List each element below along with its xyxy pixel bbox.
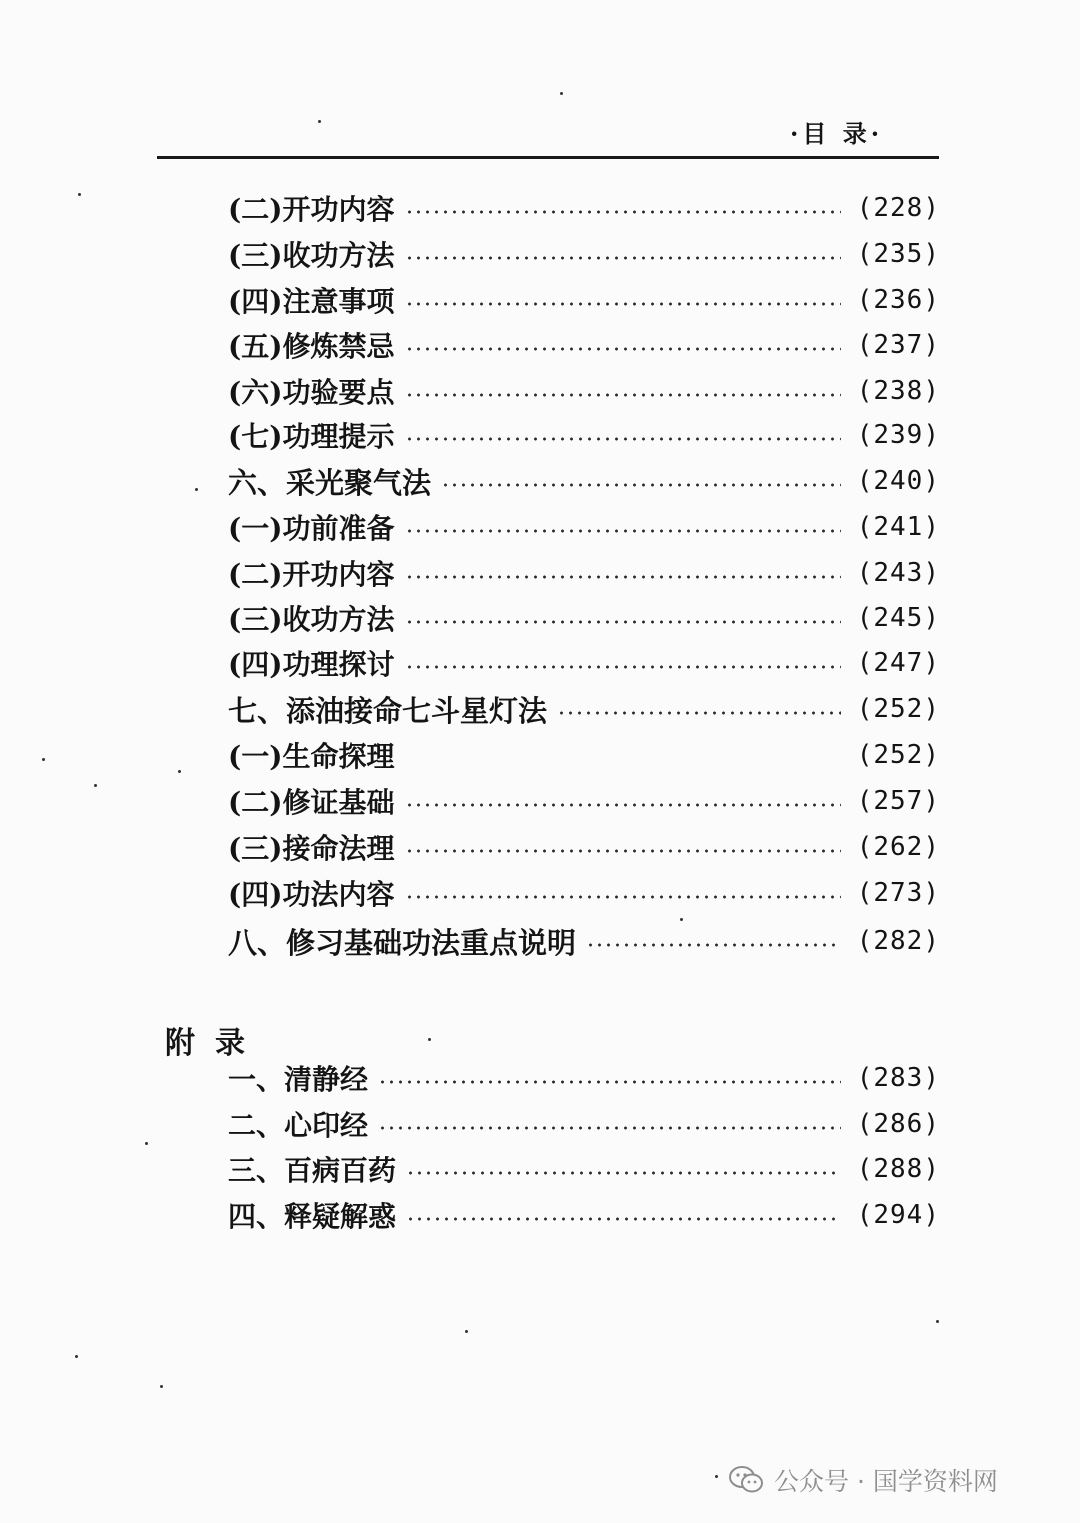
scan-speck	[145, 1142, 148, 1145]
toc-entry-title: (二)修证基础	[228, 786, 395, 819]
toc-entry-page: (257)	[856, 786, 940, 816]
toc-entry[interactable]	[228, 921, 940, 961]
dot-leader	[405, 347, 841, 351]
toc-entry-title: (二)开功内容	[228, 193, 395, 226]
toc-entry[interactable]	[228, 280, 940, 320]
toc-entry[interactable]	[228, 598, 940, 638]
toc-entry-title: (四)功理探讨	[228, 648, 395, 681]
appendix-entry-title: 四、释疑解惑	[228, 1200, 397, 1233]
toc-entry[interactable]	[228, 188, 940, 228]
dot-leader	[405, 210, 841, 214]
scan-speck	[680, 918, 683, 921]
appendix-entry-page: (283)	[856, 1063, 940, 1093]
toc-entry-page: (241)	[856, 512, 940, 542]
toc-entry[interactable]	[228, 873, 940, 913]
scan-speck	[560, 92, 563, 95]
toc-entry-page: (245)	[856, 603, 940, 633]
running-head: ·目 录·	[790, 119, 884, 148]
toc-entry[interactable]	[228, 689, 940, 729]
toc-entry-title: 六、采光聚气法	[228, 465, 432, 500]
toc-entry-title: (七)功理提示	[228, 420, 395, 453]
dot-leader	[405, 620, 841, 624]
toc-entry[interactable]	[228, 643, 940, 683]
scan-speck	[715, 1475, 718, 1478]
scan-speck	[94, 784, 97, 787]
toc-entry-title: (四)注意事项	[228, 285, 395, 318]
dot-leader	[406, 1171, 841, 1175]
appendix-entry-page: (294)	[856, 1200, 940, 1230]
dot-leader	[405, 529, 841, 533]
dot-leader	[405, 665, 841, 669]
dot-leader	[405, 895, 841, 899]
appendix-entry-title: 三、百病百药	[228, 1154, 397, 1187]
scan-speck	[428, 1038, 431, 1041]
toc-entry-page: (262)	[856, 832, 940, 862]
dot-leader	[405, 803, 841, 807]
toc-entry-page: (235)	[856, 239, 940, 269]
toc-entry-title: (六)功验要点	[228, 376, 395, 409]
toc-entry-page: (228)	[856, 193, 940, 223]
scan-speck	[160, 1385, 163, 1388]
toc-entry-page: (252)	[856, 694, 940, 724]
toc-entry[interactable]	[228, 553, 940, 593]
scan-speck	[465, 1330, 468, 1333]
dot-leader	[405, 849, 841, 853]
toc-entry-title: (五)修炼禁忌	[228, 330, 395, 363]
scan-speck	[936, 1320, 939, 1323]
toc-entry-page: (238)	[856, 376, 940, 406]
dot-leader	[378, 1080, 841, 1084]
header-rule	[157, 156, 939, 159]
appendix-entry[interactable]	[228, 1195, 940, 1235]
toc-entry-page: (236)	[856, 285, 940, 315]
watermark	[728, 1462, 998, 1498]
toc-entry[interactable]	[228, 234, 940, 274]
dot-leader	[405, 575, 841, 579]
appendix-entry-title: 二、心印经	[228, 1109, 369, 1142]
toc-entry-title: (四)功法内容	[228, 878, 395, 911]
dot-leader	[586, 943, 841, 947]
watermark-text: 公众号 · 国学资料网	[774, 1467, 998, 1496]
toc-entry[interactable]	[228, 415, 940, 455]
appendix-entry[interactable]	[228, 1149, 940, 1189]
appendix-heading: 附录	[165, 1026, 265, 1061]
toc-entry-title: (三)收功方法	[228, 239, 395, 272]
dot-leader	[406, 1217, 841, 1221]
dot-leader	[441, 483, 841, 487]
appendix-entry-page: (286)	[856, 1109, 940, 1139]
toc-entry[interactable]	[228, 325, 940, 365]
appendix-entry[interactable]	[228, 1058, 940, 1098]
toc-entry-page: (243)	[856, 558, 940, 588]
toc-entry-title: 八、修习基础功法重点说明	[228, 925, 577, 960]
toc-entry[interactable]	[228, 461, 940, 501]
toc-entry-page: (252)	[856, 740, 940, 770]
scan-speck	[178, 770, 181, 773]
toc-entry-page: (239)	[856, 420, 940, 450]
toc-entry-title: (一)生命探理	[228, 740, 395, 773]
toc-entry-page: (282)	[856, 926, 940, 956]
toc-entry-title: 七、添油接命七斗星灯法	[228, 693, 548, 728]
dot-leader	[405, 393, 841, 397]
wechat-icon	[728, 1465, 764, 1495]
scan-speck	[195, 488, 198, 491]
dot-leader	[557, 711, 841, 715]
scan-speck	[75, 1355, 78, 1358]
toc-entry[interactable]	[228, 827, 940, 867]
toc-entry-title: (三)接命法理	[228, 832, 395, 865]
dot-leader	[405, 256, 841, 260]
toc-entry-title: (一)功前准备	[228, 512, 395, 545]
toc-entry-page: (237)	[856, 330, 940, 360]
scan-speck	[78, 193, 81, 196]
toc-entry[interactable]	[228, 507, 940, 547]
appendix-entry[interactable]	[228, 1104, 940, 1144]
scan-speck	[42, 758, 45, 761]
toc-entry[interactable]	[228, 371, 940, 411]
toc-entry[interactable]	[228, 781, 940, 821]
toc-entry-title: (二)开功内容	[228, 558, 395, 591]
dot-leader	[378, 1126, 841, 1130]
dot-leader	[405, 437, 841, 441]
appendix-entry-page: (288)	[856, 1154, 940, 1184]
toc-entry[interactable]	[228, 735, 940, 775]
toc-entry-page: (247)	[856, 648, 940, 678]
dot-leader	[405, 302, 841, 306]
toc-entry-page: (273)	[856, 878, 940, 908]
toc-entry-title: (三)收功方法	[228, 603, 395, 636]
appendix-entry-title: 一、清静经	[228, 1063, 369, 1096]
scan-speck	[318, 120, 321, 123]
toc-entry-page: (240)	[856, 466, 940, 496]
